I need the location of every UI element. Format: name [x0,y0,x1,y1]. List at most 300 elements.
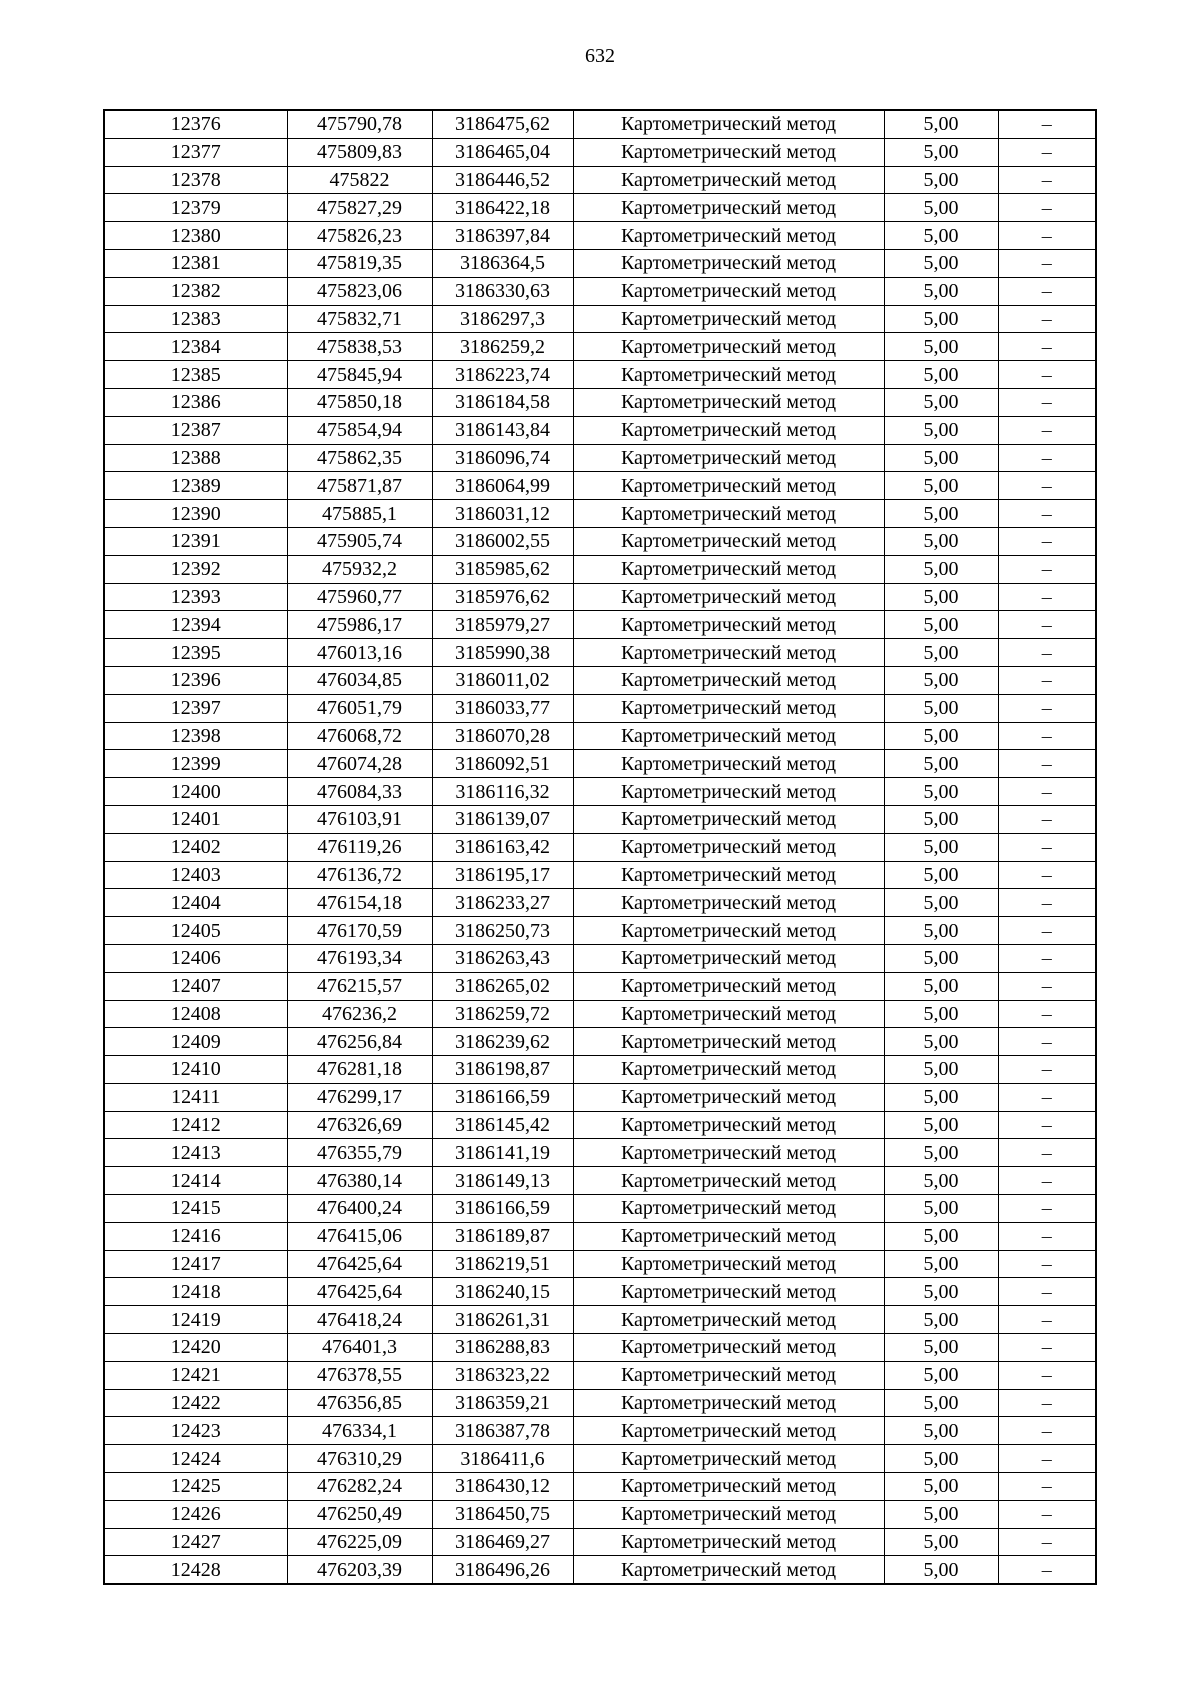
accuracy-cell: 5,00 [884,194,998,222]
x-coordinate-cell: 475790,78 [287,110,432,138]
x-coordinate-cell: 476326,69 [287,1111,432,1139]
table-row [104,416,1096,444]
y-coordinate-cell: 3186116,32 [432,778,573,806]
y-coordinate-cell: 3186145,42 [432,1111,573,1139]
point-number-cell: 12424 [104,1445,287,1473]
table-row [104,1000,1096,1028]
x-coordinate-cell: 475960,77 [287,583,432,611]
point-number-cell: 12419 [104,1306,287,1334]
accuracy-cell: 5,00 [884,333,998,361]
accuracy-cell: 5,00 [884,1361,998,1389]
accuracy-cell: 5,00 [884,889,998,917]
method-cell: Картометрический метод [573,1028,884,1056]
point-number-cell: 12416 [104,1222,287,1250]
note-cell: – [998,1056,1096,1084]
note-cell: – [998,388,1096,416]
x-coordinate-cell: 476425,64 [287,1250,432,1278]
table-row [104,750,1096,778]
table-row [104,805,1096,833]
method-cell: Картометрический метод [573,388,884,416]
method-cell: Картометрический метод [573,750,884,778]
point-number-cell: 12417 [104,1250,287,1278]
x-coordinate-cell: 476215,57 [287,972,432,1000]
y-coordinate-cell: 3186430,12 [432,1473,573,1501]
method-cell: Картометрический метод [573,1389,884,1417]
note-cell: – [998,1083,1096,1111]
point-number-cell: 12377 [104,138,287,166]
x-coordinate-cell: 476013,16 [287,639,432,667]
note-cell: – [998,166,1096,194]
note-cell: – [998,555,1096,583]
accuracy-cell: 5,00 [884,249,998,277]
note-cell: – [998,917,1096,945]
point-number-cell: 12396 [104,666,287,694]
method-cell: Картометрический метод [573,778,884,806]
accuracy-cell: 5,00 [884,500,998,528]
y-coordinate-cell: 3186064,99 [432,472,573,500]
x-coordinate-cell: 476225,09 [287,1528,432,1556]
point-number-cell: 12383 [104,305,287,333]
table-row [104,1278,1096,1306]
x-coordinate-cell: 476068,72 [287,722,432,750]
accuracy-cell: 5,00 [884,1250,998,1278]
point-number-cell: 12414 [104,1167,287,1195]
point-number-cell: 12381 [104,249,287,277]
point-number-cell: 12398 [104,722,287,750]
point-number-cell: 12388 [104,444,287,472]
note-cell: – [998,750,1096,778]
x-coordinate-cell: 476299,17 [287,1083,432,1111]
y-coordinate-cell: 3186189,87 [432,1222,573,1250]
method-cell: Картометрический метод [573,611,884,639]
note-cell: – [998,1417,1096,1445]
point-number-cell: 12425 [104,1473,287,1501]
point-number-cell: 12384 [104,333,287,361]
point-number-cell: 12389 [104,472,287,500]
y-coordinate-cell: 3186250,73 [432,917,573,945]
note-cell: – [998,778,1096,806]
accuracy-cell: 5,00 [884,1473,998,1501]
method-cell: Картометрический метод [573,1083,884,1111]
accuracy-cell: 5,00 [884,861,998,889]
x-coordinate-cell: 475823,06 [287,277,432,305]
note-cell: – [998,305,1096,333]
table-row [104,194,1096,222]
table-row [104,472,1096,500]
x-coordinate-cell: 476236,2 [287,1000,432,1028]
table-row [104,222,1096,250]
x-coordinate-cell: 476425,64 [287,1278,432,1306]
method-cell: Картометрический метод [573,249,884,277]
table-row [104,1250,1096,1278]
y-coordinate-cell: 3186184,58 [432,388,573,416]
method-cell: Картометрический метод [573,277,884,305]
table-row [104,833,1096,861]
note-cell: – [998,889,1096,917]
accuracy-cell: 5,00 [884,138,998,166]
x-coordinate-cell: 475986,17 [287,611,432,639]
y-coordinate-cell: 3186496,26 [432,1556,573,1584]
accuracy-cell: 5,00 [884,1056,998,1084]
y-coordinate-cell: 3186031,12 [432,500,573,528]
y-coordinate-cell: 3186446,52 [432,166,573,194]
y-coordinate-cell: 3186070,28 [432,722,573,750]
x-coordinate-cell: 476119,26 [287,833,432,861]
y-coordinate-cell: 3186166,59 [432,1195,573,1223]
note-cell: – [998,722,1096,750]
point-number-cell: 12401 [104,805,287,833]
note-cell: – [998,222,1096,250]
method-cell: Картометрический метод [573,416,884,444]
table-row [104,1167,1096,1195]
table-row [104,1473,1096,1501]
note-cell: – [998,110,1096,138]
table-row [104,1556,1096,1584]
point-number-cell: 12412 [104,1111,287,1139]
x-coordinate-cell: 476154,18 [287,889,432,917]
method-cell: Картометрический метод [573,833,884,861]
accuracy-cell: 5,00 [884,1139,998,1167]
x-coordinate-cell: 476281,18 [287,1056,432,1084]
method-cell: Картометрический метод [573,666,884,694]
method-cell: Картометрический метод [573,1195,884,1223]
y-coordinate-cell: 3186141,19 [432,1139,573,1167]
accuracy-cell: 5,00 [884,1417,998,1445]
y-coordinate-cell: 3186139,07 [432,805,573,833]
table-row [104,527,1096,555]
note-cell: – [998,583,1096,611]
x-coordinate-cell: 475832,71 [287,305,432,333]
note-cell: – [998,1389,1096,1417]
x-coordinate-cell: 476034,85 [287,666,432,694]
accuracy-cell: 5,00 [884,222,998,250]
point-number-cell: 12390 [104,500,287,528]
accuracy-cell: 5,00 [884,361,998,389]
point-number-cell: 12420 [104,1334,287,1362]
table-row [104,694,1096,722]
point-number-cell: 12400 [104,778,287,806]
point-number-cell: 12428 [104,1556,287,1584]
table-row [104,500,1096,528]
method-cell: Картометрический метод [573,110,884,138]
accuracy-cell: 5,00 [884,722,998,750]
point-number-cell: 12402 [104,833,287,861]
y-coordinate-cell: 3186330,63 [432,277,573,305]
y-coordinate-cell: 3186163,42 [432,833,573,861]
method-cell: Картометрический метод [573,222,884,250]
note-cell: – [998,1334,1096,1362]
y-coordinate-cell: 3186387,78 [432,1417,573,1445]
y-coordinate-cell: 3186002,55 [432,527,573,555]
accuracy-cell: 5,00 [884,1445,998,1473]
note-cell: – [998,694,1096,722]
x-coordinate-cell: 475838,53 [287,333,432,361]
method-cell: Картометрический метод [573,1445,884,1473]
y-coordinate-cell: 3186239,62 [432,1028,573,1056]
point-number-cell: 12410 [104,1056,287,1084]
point-number-cell: 12403 [104,861,287,889]
note-cell: – [998,361,1096,389]
accuracy-cell: 5,00 [884,416,998,444]
x-coordinate-cell: 476256,84 [287,1028,432,1056]
point-number-cell: 12391 [104,527,287,555]
y-coordinate-cell: 3186263,43 [432,944,573,972]
method-cell: Картометрический метод [573,944,884,972]
x-coordinate-cell: 476378,55 [287,1361,432,1389]
y-coordinate-cell: 3186422,18 [432,194,573,222]
table-row [104,1417,1096,1445]
point-number-cell: 12394 [104,611,287,639]
y-coordinate-cell: 3186450,75 [432,1500,573,1528]
table-row [104,611,1096,639]
accuracy-cell: 5,00 [884,694,998,722]
accuracy-cell: 5,00 [884,1167,998,1195]
y-coordinate-cell: 3186096,74 [432,444,573,472]
method-cell: Картометрический метод [573,722,884,750]
note-cell: – [998,444,1096,472]
note-cell: – [998,805,1096,833]
y-coordinate-cell: 3186143,84 [432,416,573,444]
y-coordinate-cell: 3186149,13 [432,1167,573,1195]
point-number-cell: 12413 [104,1139,287,1167]
y-coordinate-cell: 3186240,15 [432,1278,573,1306]
accuracy-cell: 5,00 [884,305,998,333]
method-cell: Картометрический метод [573,1000,884,1028]
table-row [104,583,1096,611]
method-cell: Картометрический метод [573,1473,884,1501]
note-cell: – [998,1500,1096,1528]
accuracy-cell: 5,00 [884,917,998,945]
note-cell: – [998,1167,1096,1195]
method-cell: Картометрический метод [573,333,884,361]
note-cell: – [998,416,1096,444]
note-cell: – [998,972,1096,1000]
method-cell: Картометрический метод [573,138,884,166]
method-cell: Картометрический метод [573,1417,884,1445]
accuracy-cell: 5,00 [884,750,998,778]
table-row [104,1361,1096,1389]
accuracy-cell: 5,00 [884,1195,998,1223]
method-cell: Картометрический метод [573,917,884,945]
note-cell: – [998,639,1096,667]
method-cell: Картометрический метод [573,472,884,500]
point-number-cell: 12387 [104,416,287,444]
note-cell: – [998,1361,1096,1389]
x-coordinate-cell: 476170,59 [287,917,432,945]
x-coordinate-cell: 476310,29 [287,1445,432,1473]
point-number-cell: 12409 [104,1028,287,1056]
method-cell: Картометрический метод [573,166,884,194]
y-coordinate-cell: 3186219,51 [432,1250,573,1278]
table-row [104,1306,1096,1334]
point-number-cell: 12382 [104,277,287,305]
point-number-cell: 12405 [104,917,287,945]
accuracy-cell: 5,00 [884,1111,998,1139]
table-row [104,778,1096,806]
method-cell: Картометрический метод [573,861,884,889]
page-number: 632 [585,45,615,67]
x-coordinate-cell: 476250,49 [287,1500,432,1528]
table-row [104,1139,1096,1167]
accuracy-cell: 5,00 [884,639,998,667]
y-coordinate-cell: 3186364,5 [432,249,573,277]
x-coordinate-cell: 476401,3 [287,1334,432,1362]
method-cell: Картометрический метод [573,1111,884,1139]
y-coordinate-cell: 3186198,87 [432,1056,573,1084]
table-row [104,1111,1096,1139]
note-cell: – [998,833,1096,861]
y-coordinate-cell: 3185990,38 [432,639,573,667]
y-coordinate-cell: 3186465,04 [432,138,573,166]
table-row [104,388,1096,416]
point-number-cell: 12407 [104,972,287,1000]
table-row [104,1056,1096,1084]
point-number-cell: 12395 [104,639,287,667]
x-coordinate-cell: 476418,24 [287,1306,432,1334]
accuracy-cell: 5,00 [884,666,998,694]
accuracy-cell: 5,00 [884,1306,998,1334]
x-coordinate-cell: 475819,35 [287,249,432,277]
y-coordinate-cell: 3186195,17 [432,861,573,889]
note-cell: – [998,333,1096,361]
y-coordinate-cell: 3186288,83 [432,1334,573,1362]
table-row [104,444,1096,472]
method-cell: Картометрический метод [573,694,884,722]
note-cell: – [998,1000,1096,1028]
note-cell: – [998,944,1096,972]
x-coordinate-cell: 476380,14 [287,1167,432,1195]
accuracy-cell: 5,00 [884,110,998,138]
table-row [104,639,1096,667]
method-cell: Картометрический метод [573,583,884,611]
accuracy-cell: 5,00 [884,555,998,583]
method-cell: Картометрический метод [573,1500,884,1528]
accuracy-cell: 5,00 [884,1028,998,1056]
method-cell: Картометрический метод [573,805,884,833]
note-cell: – [998,1528,1096,1556]
table-row [104,1083,1096,1111]
method-cell: Картометрический метод [573,1167,884,1195]
accuracy-cell: 5,00 [884,1556,998,1584]
method-cell: Картометрический метод [573,500,884,528]
coordinates-table [103,109,1097,1585]
y-coordinate-cell: 3186259,72 [432,1000,573,1028]
x-coordinate-cell: 476193,34 [287,944,432,972]
x-coordinate-cell: 476051,79 [287,694,432,722]
accuracy-cell: 5,00 [884,778,998,806]
note-cell: – [998,1556,1096,1584]
method-cell: Картометрический метод [573,527,884,555]
x-coordinate-cell: 476355,79 [287,1139,432,1167]
point-number-cell: 12385 [104,361,287,389]
note-cell: – [998,1278,1096,1306]
point-number-cell: 12393 [104,583,287,611]
method-cell: Картометрический метод [573,444,884,472]
table-row [104,138,1096,166]
x-coordinate-cell: 476282,24 [287,1473,432,1501]
method-cell: Картометрический метод [573,1334,884,1362]
point-number-cell: 12392 [104,555,287,583]
point-number-cell: 12399 [104,750,287,778]
accuracy-cell: 5,00 [884,527,998,555]
table-row [104,1445,1096,1473]
note-cell: – [998,1250,1096,1278]
point-number-cell: 12426 [104,1500,287,1528]
method-cell: Картометрический метод [573,194,884,222]
y-coordinate-cell: 3186323,22 [432,1361,573,1389]
x-coordinate-cell: 475822 [287,166,432,194]
x-coordinate-cell: 475885,1 [287,500,432,528]
table-row [104,1500,1096,1528]
method-cell: Картометрический метод [573,305,884,333]
y-coordinate-cell: 3186011,02 [432,666,573,694]
method-cell: Картометрический метод [573,972,884,1000]
x-coordinate-cell: 476203,39 [287,1556,432,1584]
y-coordinate-cell: 3186033,77 [432,694,573,722]
note-cell: – [998,611,1096,639]
y-coordinate-cell: 3186475,62 [432,110,573,138]
method-cell: Картометрический метод [573,1361,884,1389]
method-cell: Картометрический метод [573,889,884,917]
note-cell: – [998,1222,1096,1250]
method-cell: Картометрический метод [573,1278,884,1306]
point-number-cell: 12422 [104,1389,287,1417]
table-row [104,666,1096,694]
point-number-cell: 12427 [104,1528,287,1556]
point-number-cell: 12379 [104,194,287,222]
x-coordinate-cell: 475845,94 [287,361,432,389]
table-row [104,361,1096,389]
accuracy-cell: 5,00 [884,805,998,833]
y-coordinate-cell: 3186259,2 [432,333,573,361]
y-coordinate-cell: 3186469,27 [432,1528,573,1556]
point-number-cell: 12421 [104,1361,287,1389]
accuracy-cell: 5,00 [884,1000,998,1028]
accuracy-cell: 5,00 [884,611,998,639]
point-number-cell: 12376 [104,110,287,138]
x-coordinate-cell: 476136,72 [287,861,432,889]
method-cell: Картометрический метод [573,1222,884,1250]
x-coordinate-cell: 475850,18 [287,388,432,416]
accuracy-cell: 5,00 [884,1222,998,1250]
accuracy-cell: 5,00 [884,1389,998,1417]
accuracy-cell: 5,00 [884,166,998,194]
table-row [104,917,1096,945]
table-row [104,166,1096,194]
accuracy-cell: 5,00 [884,1278,998,1306]
table-row [104,1528,1096,1556]
x-coordinate-cell: 476103,91 [287,805,432,833]
note-cell: – [998,500,1096,528]
x-coordinate-cell: 475827,29 [287,194,432,222]
method-cell: Картометрический метод [573,1139,884,1167]
note-cell: – [998,1139,1096,1167]
accuracy-cell: 5,00 [884,1500,998,1528]
method-cell: Картометрический метод [573,1056,884,1084]
point-number-cell: 12386 [104,388,287,416]
method-cell: Картометрический метод [573,639,884,667]
y-coordinate-cell: 3186092,51 [432,750,573,778]
table-row [104,722,1096,750]
note-cell: – [998,1473,1096,1501]
note-cell: – [998,861,1096,889]
y-coordinate-cell: 3185976,62 [432,583,573,611]
table-row [104,110,1096,138]
y-coordinate-cell: 3186233,27 [432,889,573,917]
note-cell: – [998,1195,1096,1223]
point-number-cell: 12418 [104,1278,287,1306]
accuracy-cell: 5,00 [884,1334,998,1362]
